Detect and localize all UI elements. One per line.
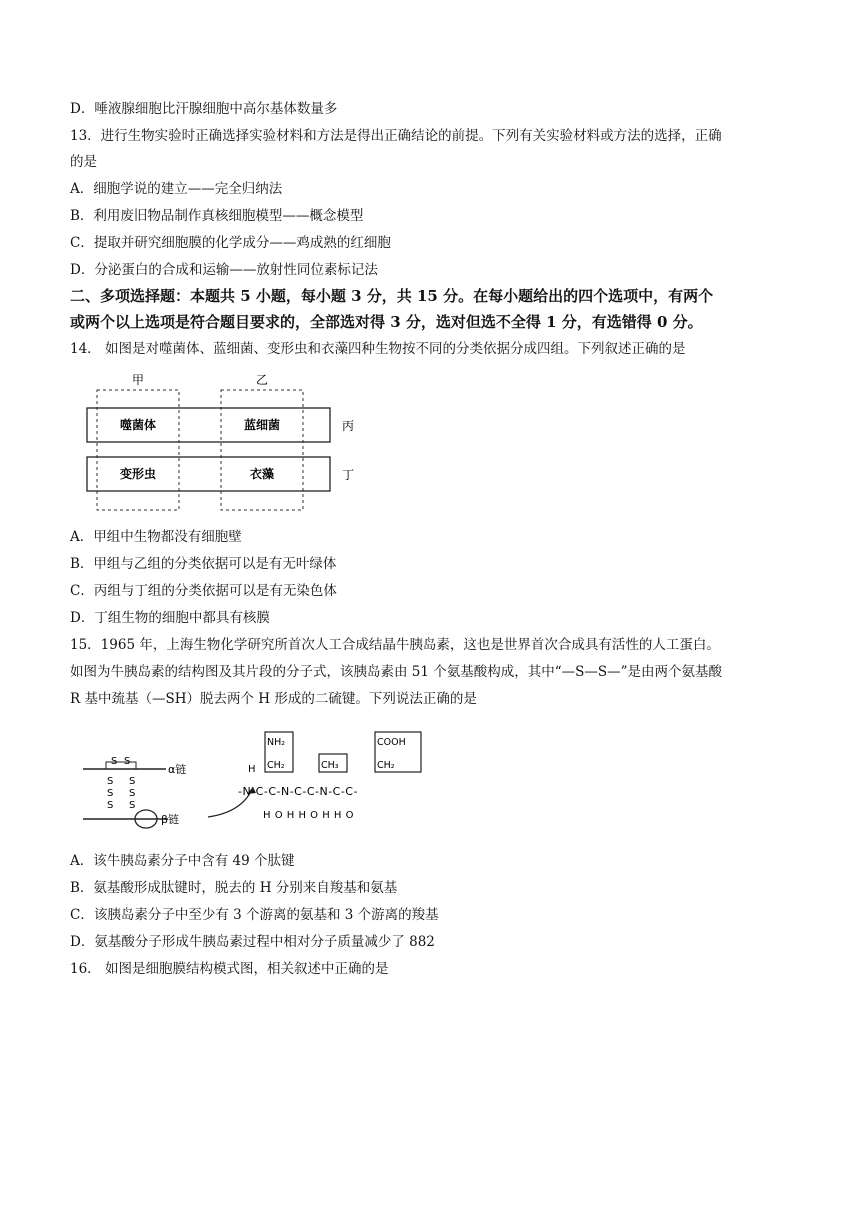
q14-option-c: C．丙组与丁组的分类依据可以是有无染色体 <box>70 583 337 599</box>
q16-stem: 16． 如图是细胞膜结构模式图，相关叙述中正确的是 <box>70 961 389 977</box>
sulfur-atom: S <box>107 788 114 799</box>
sulfur-atom: S <box>129 776 136 787</box>
q15-insulin-figure <box>78 722 438 832</box>
label-jia: 甲 <box>131 373 145 387</box>
label-ding: 丁 <box>342 468 355 482</box>
q14-option-a: A．甲组中生物都没有细胞壁 <box>70 529 242 545</box>
cooh-group: COOH <box>377 737 406 748</box>
q14-option-b: B．甲组与乙组的分类依据可以是有无叶绿体 <box>70 556 337 572</box>
section2-header-line1: 二、多项选择题：本题共 5 小题，每小题 3 分，共 15 分。在每小题给出的四个选项中，有两个 <box>70 287 714 305</box>
sulfur-atom: S <box>107 800 114 811</box>
label-yi: 乙 <box>255 373 269 387</box>
backbone-bottom: H O H H O H H O <box>263 810 354 821</box>
backbone-chain: -N-C-C-N-C-C-N-C-C- <box>238 785 358 798</box>
q13-option-c: C．提取并研究细胞膜的化学成分——鸡成熟的红细胞 <box>70 235 391 251</box>
q13-option-d: D．分泌蛋白的合成和运输——放射性同位素标记法 <box>70 262 378 278</box>
ch2-group-2: CH₂ <box>377 760 395 771</box>
alpha-chain-label: α链 <box>168 763 187 776</box>
section2-header-line2: 或两个以上选项是符合题目要求的，全部选对得 3 分，选对但选不全得 1 分，有选错得 0 分。 <box>70 313 703 331</box>
q15-option-d: D．氨基酸分子形成牛胰岛素过程中相对分子质量减少了 882 <box>70 934 435 950</box>
q15-option-c: C．该胰岛素分子中至少有 3 个游离的氨基和 3 个游离的羧基 <box>70 907 439 923</box>
cell-chlamydomonas: 衣藻 <box>249 467 275 481</box>
q13-option-a: A．细胞学说的建立——完全归纳法 <box>70 181 283 197</box>
ch2-group-1: CH₂ <box>267 760 285 771</box>
q15-stem-line2: 如图为牛胰岛素的结构图及其片段的分子式，该胰岛素由 51 个氨基酸构成，其中“—S—S—”是由两个氨基酸 <box>70 664 723 680</box>
cell-amoeba: 变形虫 <box>119 467 157 481</box>
sulfur-atom: S <box>111 756 118 767</box>
q15-stem-line3: R 基中巯基（—SH）脱去两个 H 形成的二硫键。下列说法正确的是 <box>70 691 477 707</box>
q14-stem: 14． 如图是对噬菌体、蓝细菌、变形虫和衣藻四种生物按不同的分类依据分成四组。下列叙述正确的是 <box>70 341 686 357</box>
q13-option-b: B．利用废旧物品制作真核细胞模型——概念模型 <box>70 208 364 224</box>
cell-phage: 噬菌体 <box>119 418 157 432</box>
sulfur-atom: S <box>129 788 136 799</box>
sulfur-atom: S <box>129 800 136 811</box>
q14-option-d: D．丁组生物的细胞中都具有核膜 <box>70 610 270 626</box>
atom-h: H <box>248 764 256 775</box>
label-bing: 丙 <box>342 419 355 433</box>
ch3-group: CH₃ <box>321 760 339 771</box>
q13-stem-line2: 的是 <box>70 154 97 170</box>
q13-stem-line1: 13．进行生物实验时正确选择实验材料和方法是得出正确结论的前提。下列有关实验材料或方法的选择，正确 <box>70 128 722 144</box>
q12-option-d: D．唾液腺细胞比汗腺细胞中高尔基体数量多 <box>70 101 338 117</box>
q15-option-a: A．该牛胰岛素分子中含有 49 个肽键 <box>70 853 295 869</box>
beta-chain-label: β链 <box>161 813 180 826</box>
q15-option-b: B．氨基酸形成肽键时，脱去的 H 分别来自羧基和氨基 <box>70 880 398 896</box>
peptide-fragment <box>238 732 421 821</box>
q14-classification-figure <box>84 370 364 515</box>
cell-cyanobacteria: 蓝细菌 <box>243 418 281 432</box>
sulfur-atom: S <box>107 776 114 787</box>
sulfur-atom: S <box>124 756 131 767</box>
q15-stem-line1: 15．1965 年，上海生物化学研究所首次人工合成结晶牛胰岛素，这也是世界首次合成具有活性的人工蛋白。 <box>70 637 720 653</box>
nh2-group: NH₂ <box>267 737 286 748</box>
